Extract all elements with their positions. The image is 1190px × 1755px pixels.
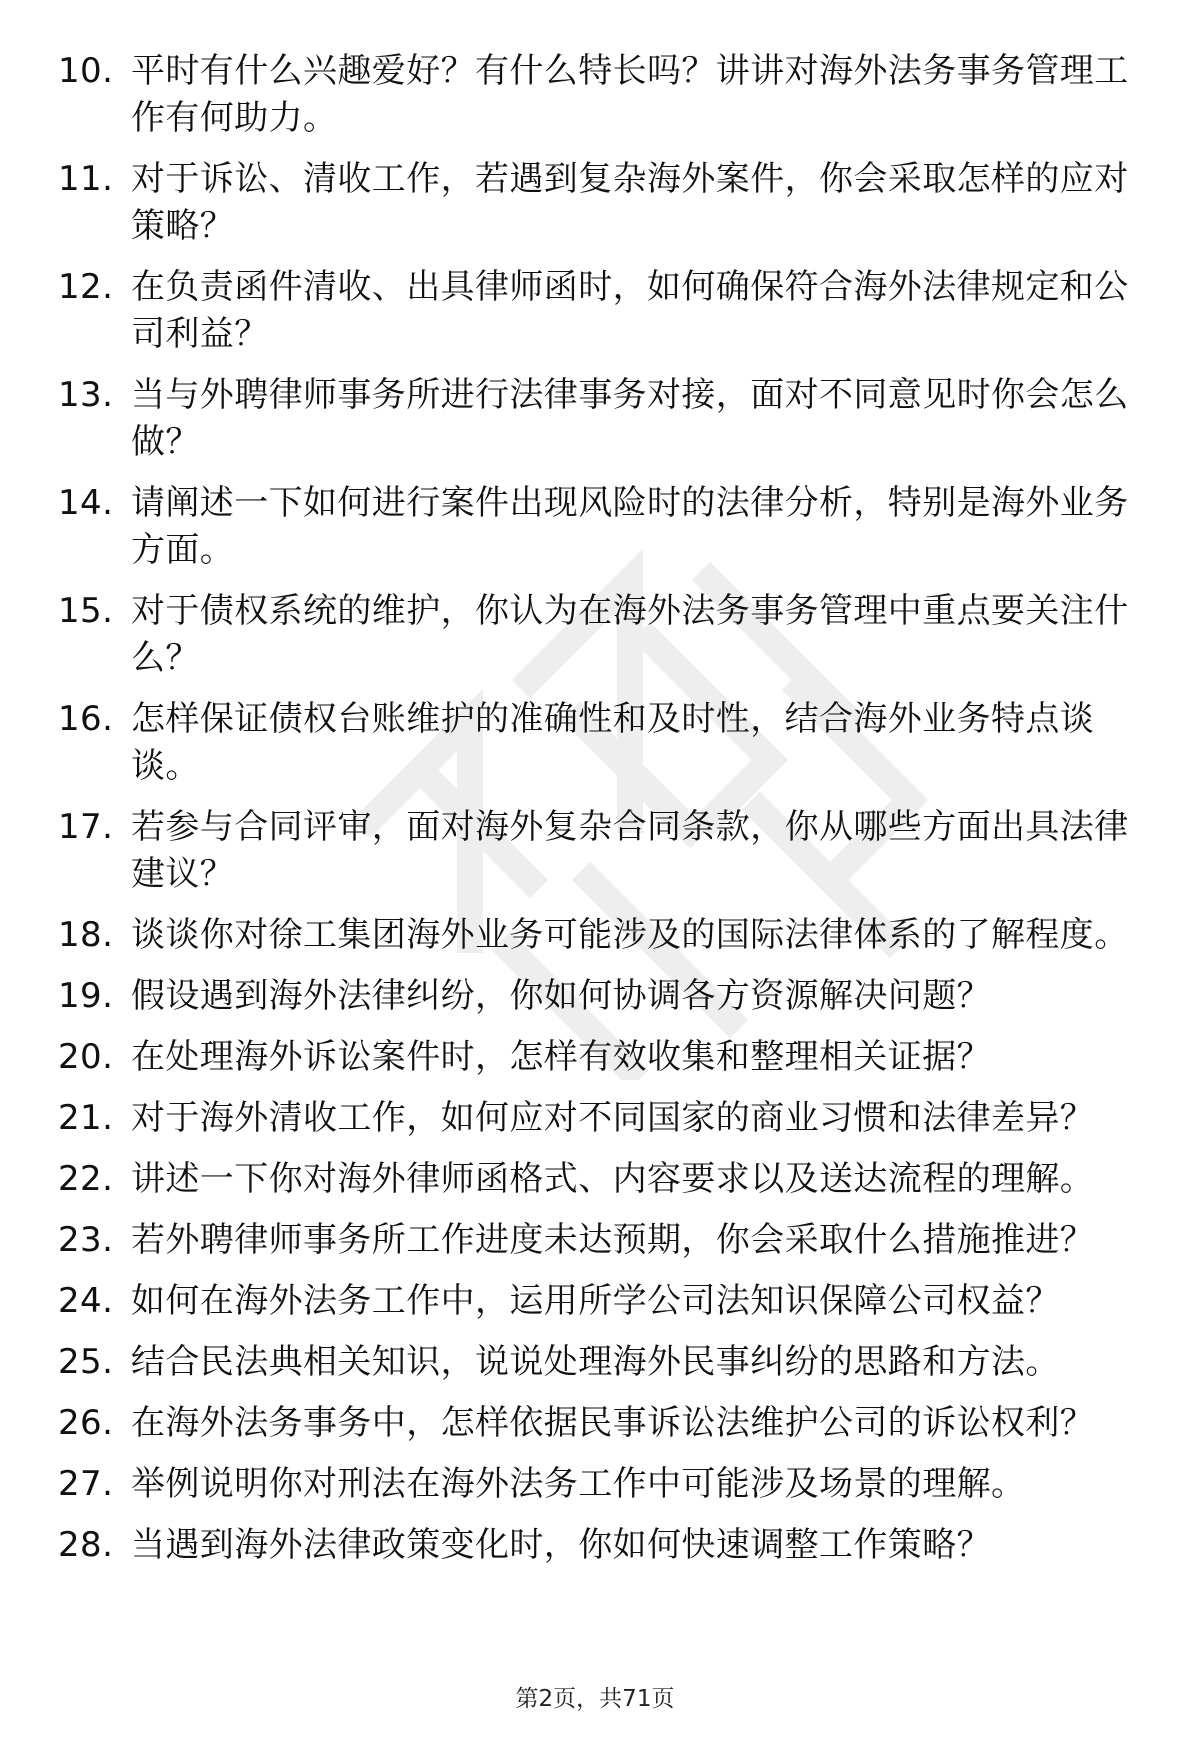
- question-item: [58, 480, 1148, 574]
- question-text: 当与外聘律师事务所进行法律事务对接，面对不同意见时你会怎么做？: [131, 375, 1129, 462]
- question-text: 对于海外清收工作，如何应对不同国家的商业习惯和法律差异？: [131, 1098, 1095, 1138]
- question-number: 20.: [58, 1037, 114, 1077]
- question-number: 13.: [58, 375, 114, 415]
- question-item: [58, 804, 1148, 898]
- question-number: 26.: [58, 1403, 114, 1443]
- question-item: [58, 696, 1148, 790]
- page-indicator: 第2页，共71页: [515, 1686, 675, 1712]
- question-item: [58, 1156, 1148, 1203]
- question-text: 在处理海外诉讼案件时，怎样有效收集和整理相关证据？: [131, 1037, 991, 1077]
- question-item: [58, 973, 1148, 1020]
- question-text: 在海外法务事务中，怎样依据民事诉讼法维护公司的诉讼权利？: [131, 1403, 1095, 1443]
- question-item: [58, 1400, 1148, 1447]
- question-number: 11.: [58, 159, 114, 199]
- question-text: 举例说明你对刑法在海外法务工作中可能涉及场景的理解。: [131, 1464, 1026, 1504]
- question-number: 25.: [58, 1342, 114, 1382]
- question-number: 24.: [58, 1281, 114, 1321]
- question-text: 在负责函件清收、出具律师函时，如何确保符合海外法律规定和公司利益？: [131, 267, 1129, 354]
- question-text: 怎样保证债权台账维护的准确性和及时性，结合海外业务特点谈谈。: [131, 699, 1095, 786]
- question-item: [58, 1339, 1148, 1386]
- question-text: 结合民法典相关知识，说说处理海外民事纠纷的思路和方法。: [131, 1342, 1060, 1382]
- question-text: 请阐述一下如何进行案件出现风险时的法律分析，特别是海外业务方面。: [131, 483, 1129, 570]
- question-item: [58, 264, 1148, 358]
- question-item: [58, 912, 1148, 959]
- question-text: 假设遇到海外法律纠纷，你如何协调各方资源解决问题？: [131, 976, 991, 1016]
- question-item: [58, 1217, 1148, 1264]
- question-number: 15.: [58, 591, 114, 631]
- question-text: 讲述一下你对海外律师函格式、内容要求以及送达流程的理解。: [131, 1159, 1095, 1199]
- question-item: [58, 1278, 1148, 1325]
- question-number: 27.: [58, 1464, 114, 1504]
- question-item: [58, 48, 1148, 142]
- question-text: 平时有什么兴趣爱好？有什么特长吗？讲讲对海外法务事务管理工作有何助力。: [131, 51, 1129, 138]
- question-number: 17.: [58, 807, 114, 847]
- question-text: 若外聘律师事务所工作进度未达预期，你会采取什么措施推进？: [131, 1220, 1095, 1260]
- question-number: 16.: [58, 699, 114, 739]
- question-number: 14.: [58, 483, 114, 523]
- question-text: 如何在海外法务工作中，运用所学公司法知识保障公司权益？: [131, 1281, 1060, 1321]
- question-text: 对于诉讼、清收工作，若遇到复杂海外案件，你会采取怎样的应对策略？: [131, 159, 1129, 246]
- question-number: 21.: [58, 1098, 114, 1138]
- question-item: [58, 1095, 1148, 1142]
- question-text: 谈谈你对徐工集团海外业务可能涉及的国际法律体系的了解程度。: [131, 915, 1129, 955]
- question-item: [58, 156, 1148, 250]
- question-number: 18.: [58, 915, 114, 955]
- question-item: [58, 1461, 1148, 1508]
- question-number: 22.: [58, 1159, 114, 1199]
- question-text: 若参与合同评审，面对海外复杂合同条款，你从哪些方面出具法律建议？: [131, 807, 1129, 894]
- question-number: 28.: [58, 1525, 114, 1565]
- question-item: [58, 1034, 1148, 1081]
- question-list: [58, 48, 1148, 1583]
- question-item: [58, 588, 1148, 682]
- question-item: [58, 372, 1148, 466]
- question-number: 12.: [58, 267, 114, 307]
- question-number: 10.: [58, 51, 114, 91]
- question-number: 19.: [58, 976, 114, 1016]
- question-item: [58, 1522, 1148, 1569]
- question-text: 当遇到海外法律政策变化时，你如何快速调整工作策略？: [131, 1525, 991, 1565]
- question-text: 对于债权系统的维护，你认为在海外法务事务管理中重点要关注什么？: [131, 591, 1129, 678]
- question-number: 23.: [58, 1220, 114, 1260]
